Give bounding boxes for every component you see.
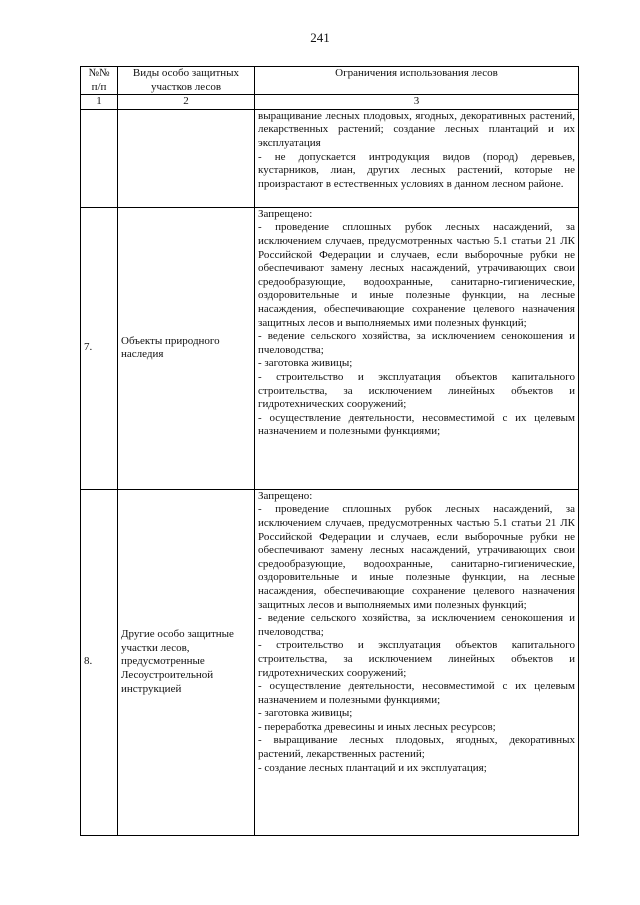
restriction-text: - переработка древесины и иных лесных ресурсов; (258, 720, 496, 733)
table-row (81, 489, 579, 835)
restrictions-table (80, 66, 579, 836)
restriction-text: - заготовка живицы; (258, 357, 353, 370)
restriction-text: Запрещено: (258, 207, 313, 220)
table-header-row (81, 67, 579, 95)
row-number: 8. (81, 489, 118, 835)
restriction-text: - не допускается интродукция видов (пород) деревьев, кустарников, лиан, других лесных растений, которые не произрастают в естественных условиях в данном лесном районе. (258, 150, 575, 190)
restriction-text: выращивание лесных плодовых, ягодных, декоративных растений, лекарственных растений; создание лесных плантаций и их эксплуатация (258, 109, 575, 149)
header-number: №№ п/п (81, 67, 118, 95)
restrictions-cell (255, 207, 579, 489)
restriction-text: - строительство и эксплуатация объектов капитального строительства, за исключением линейных объектов и гидротехнических сооружений; (258, 639, 575, 679)
row-number: 7. (81, 207, 118, 489)
restriction-text: - ведение сельского хозяйства, за исключением сенокошения и пчеловодства; (258, 330, 575, 356)
restriction-text: - осуществление деятельности, несовместимой с их целевым назначением и полезными функциями; (258, 680, 575, 706)
column-index-row (81, 95, 579, 110)
table-row (81, 109, 579, 207)
row-number (81, 109, 118, 207)
index-1: 1 (81, 95, 118, 110)
area-type: Другие особо защитные участки лесов, предусмотренные Лесоустроительной инструкцией (118, 489, 255, 835)
restriction-text: - строительство и эксплуатация объектов капитального строительства, за исключением линейных объектов и гидротехнических сооружений; (258, 370, 575, 411)
area-type (118, 109, 255, 207)
restriction-text: - проведение сплошных рубок лесных насаждений, за исключением случаев, предусмотренных частью 5.1 статьи 21 ЛК Российской Федерации и случаев, если выборочные рубки не обеспечивают замену лесных насаждений, утрачивающих свои средообразующие, водоохранные, санитарно-гигиенические, оздоровительные и иные полезные функции, на лесные насаждения, обеспечивающие сохранение целевого назначения защитных лесов и выполняемых ими полезных функций; (258, 221, 575, 329)
restriction-text: Запрещено: (258, 489, 313, 502)
area-type: Объекты природного наследия (118, 207, 255, 489)
restriction-text: - проведение сплошных рубок лесных насаждений, за исключением случаев, предусмотренных частью 5.1 статьи 21 ЛК Российской Федерации и случаев, если выборочные рубки не обеспечивают замену лесных насаждений, утрачивающих свои средообразующие, водоохранные, санитарно-гигиенические, оздоровительные и иные полезные функции, на лесные насаждения, обеспечивающие сохранение целевого назначения защитных лесов и выполняемых ими полезных функций; (258, 503, 575, 611)
restrictions-cell (255, 109, 579, 207)
header-area-type: Виды особо защитных участков лесов (118, 67, 255, 95)
restriction-text: - заготовка живицы; (258, 707, 353, 720)
restriction-text: - выращивание лесных плодовых, ягодных, декоративных растений, лекарственных растений; (258, 734, 575, 761)
restriction-text: - ведение сельского хозяйства, за исключением сенокошения и пчеловодства; (258, 612, 575, 638)
table-row (81, 207, 579, 489)
header-restrictions: Ограничения использования лесов (255, 67, 579, 95)
restriction-text: - осуществление деятельности, несовместимой с их целевым назначением и полезными функциями; (258, 411, 575, 438)
index-2: 2 (118, 95, 255, 110)
restriction-text: - создание лесных плантаций и их эксплуатация; (258, 761, 487, 774)
restrictions-cell (255, 489, 579, 835)
index-3: 3 (255, 95, 579, 110)
page-number: 241 (310, 30, 330, 45)
